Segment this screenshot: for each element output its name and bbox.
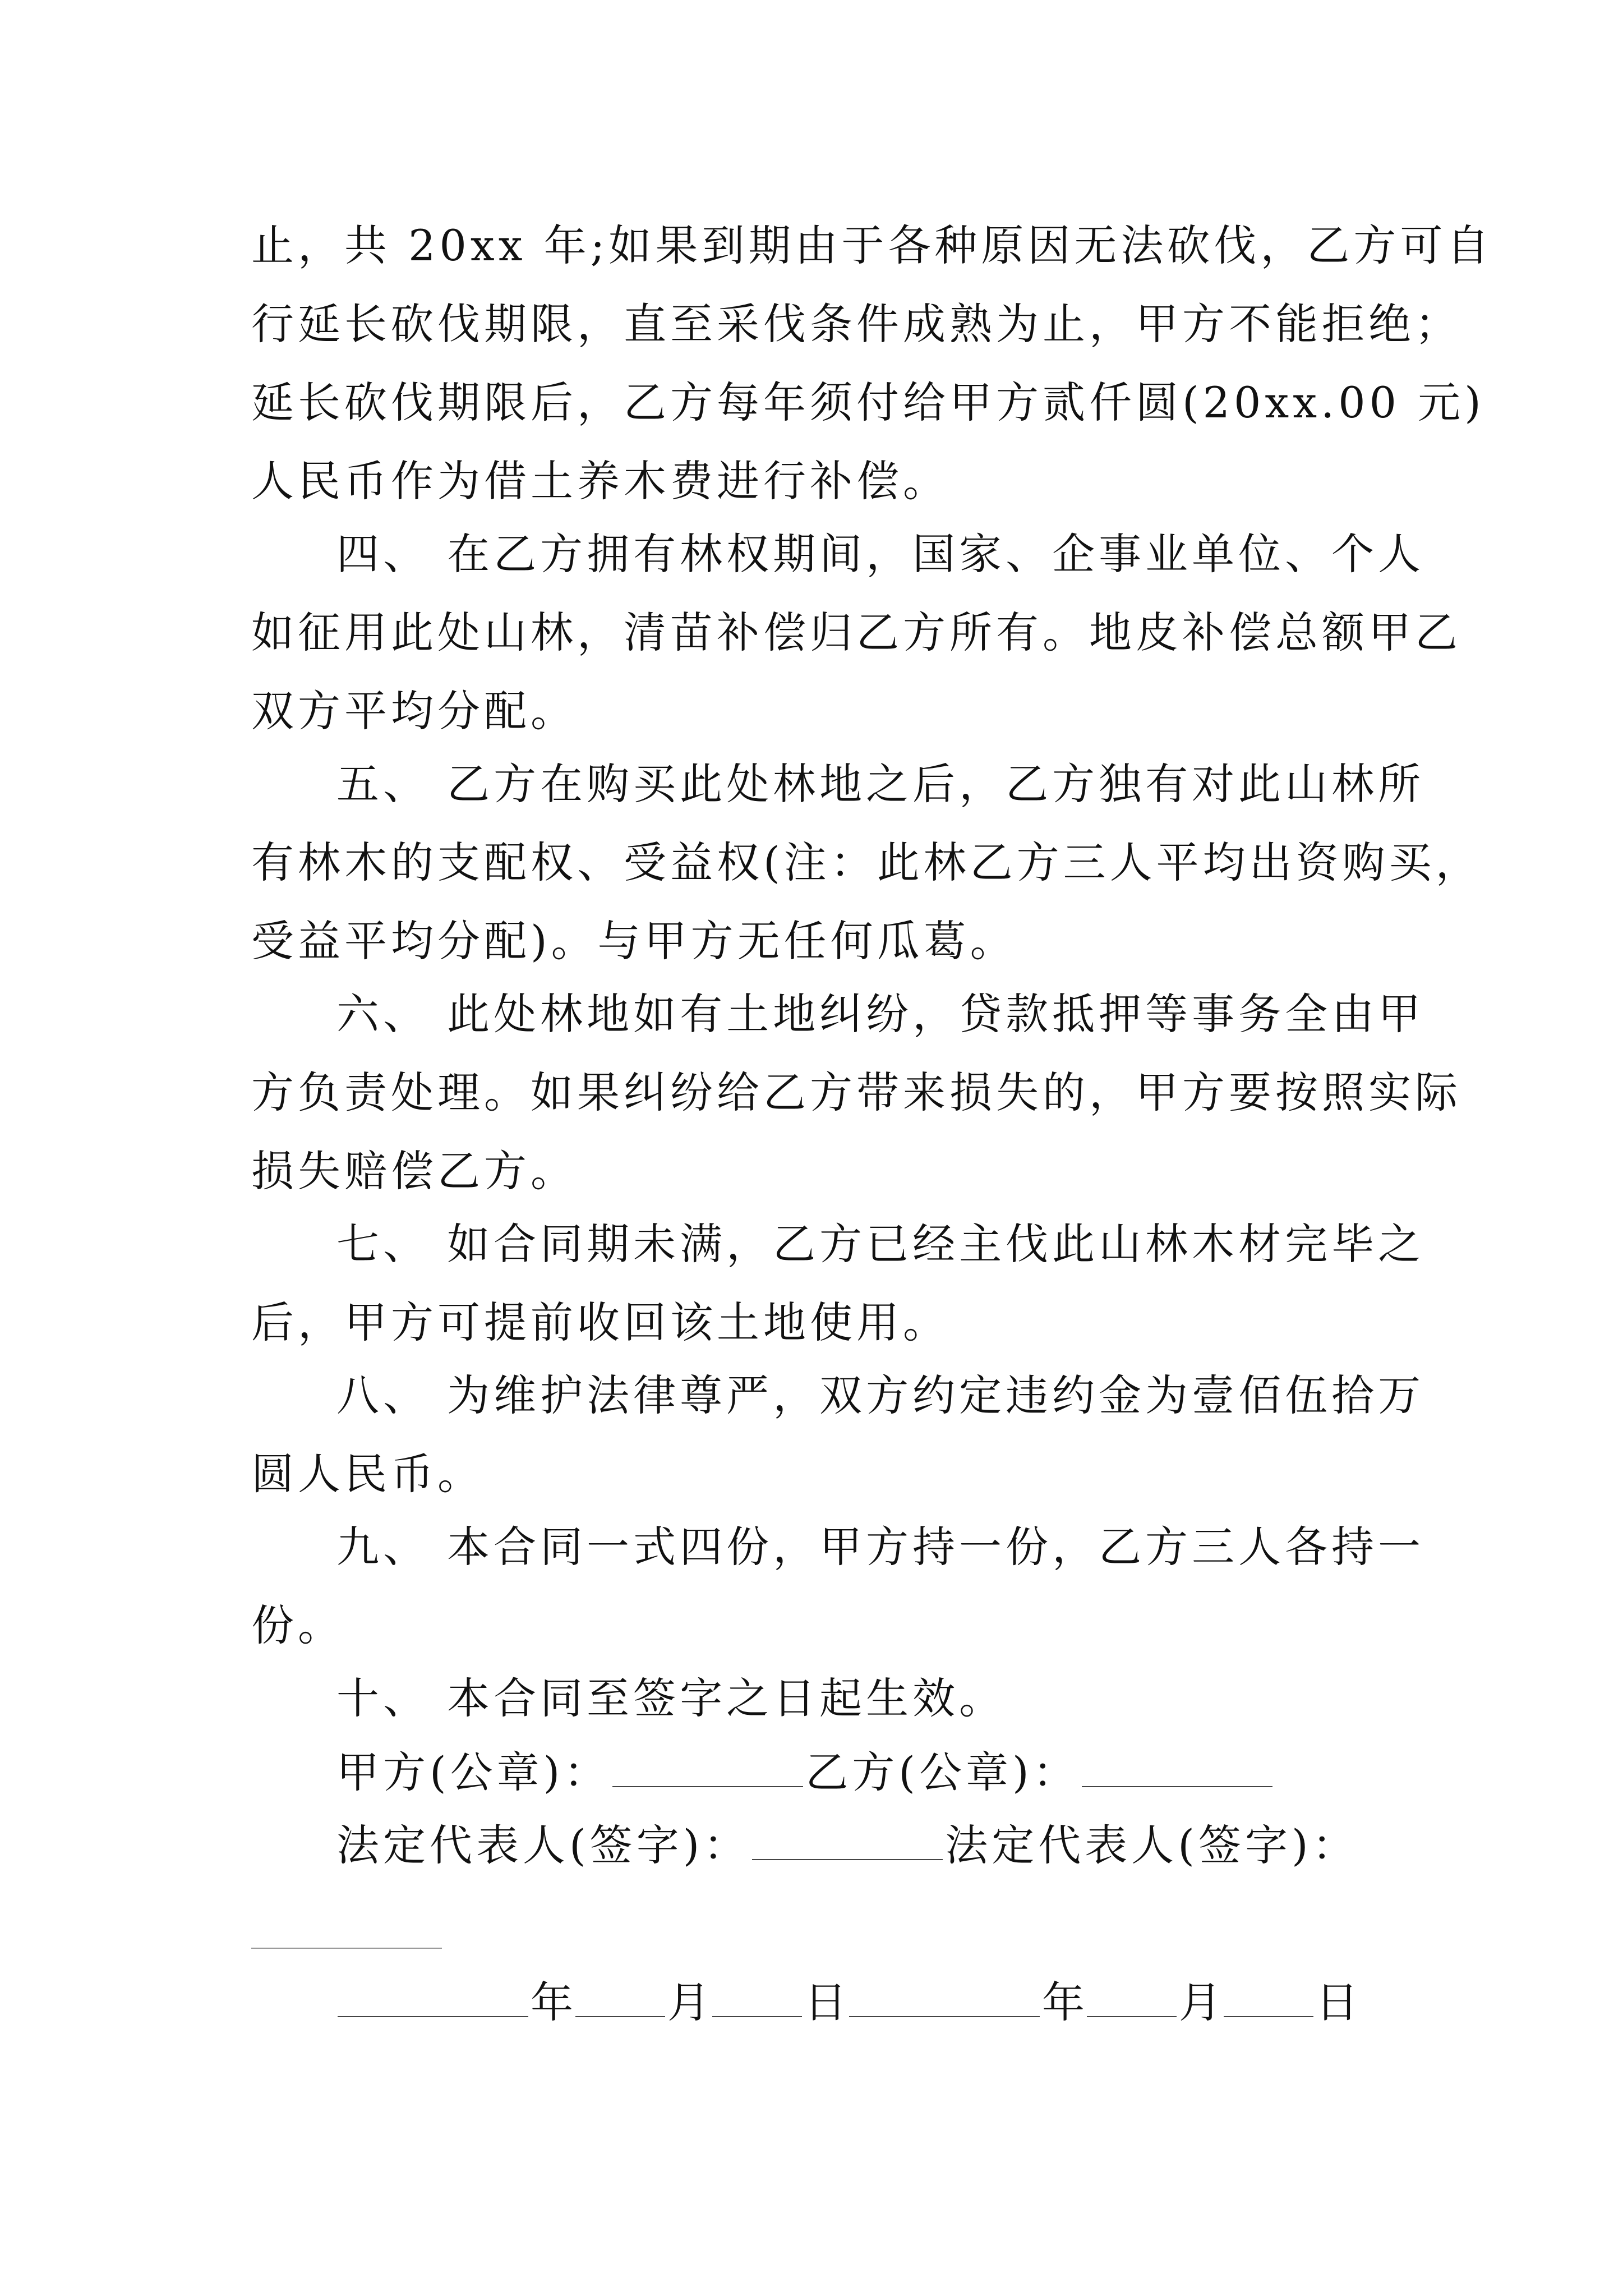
month-label: 月 — [1179, 1977, 1221, 2027]
clause-six-line: 损失赔偿乙方。 — [251, 1146, 577, 1196]
clause-nine-line: 九、 本合同一式四份，甲方持一份，乙方三人各持一 — [336, 1522, 1425, 1572]
year-label: 年 — [531, 1977, 573, 2027]
party-b-seal-blank[interactable] — [1082, 1786, 1272, 1787]
party-a-month-blank[interactable] — [575, 2016, 665, 2017]
rep-a-blank[interactable] — [752, 1858, 943, 1860]
clause-seven-line: 七、 如合同期未满，乙方已经主伐此山林木材完毕之 — [336, 1219, 1425, 1269]
clause-four-line: 四、 在乙方拥有林权期间，国家、企事业单位、个人 — [336, 529, 1425, 579]
party-b-seal-label: 乙方(公章)： — [805, 1747, 1080, 1797]
month-label: 月 — [667, 1977, 710, 2027]
party-b-day-blank[interactable] — [1224, 2016, 1313, 2017]
party-a-seal-blank[interactable] — [612, 1786, 803, 1787]
clause-eight-line: 圆人民币。 — [251, 1449, 484, 1499]
day-label: 日 — [804, 1977, 847, 2027]
party-a-year-blank[interactable] — [338, 2016, 528, 2017]
clause-five-line: 五、 乙方在购买此处林地之后，乙方独有对此山林所 — [336, 759, 1425, 809]
signature-reps-row — [336, 1818, 1359, 1874]
party-b-year-blank[interactable] — [849, 2016, 1040, 2017]
party-a-seal-label: 甲方(公章)： — [336, 1747, 611, 1797]
paragraph-line: 止，共 20xx 年;如果到期由于各种原因无法砍伐，乙方可自 — [251, 220, 1493, 270]
day-label: 日 — [1316, 1977, 1358, 2027]
clause-ten-line: 十、 本合同至签字之日起生效。 — [336, 1673, 1006, 1723]
clause-eight-line: 八、 为维护法律尊严，双方约定违约金为壹佰伍拾万 — [336, 1370, 1425, 1420]
clause-seven-line: 后，甲方可提前收回该土地使用。 — [251, 1297, 949, 1347]
clause-six-line: 六、 此处林地如有土地纠纷，贷款抵押等事务全由甲 — [336, 989, 1425, 1039]
clause-six-line: 方负责处理。如果纠纷给乙方带来损失的，甲方要按照实际 — [251, 1068, 1461, 1117]
clause-five-line: 有林木的支配权、受益权(注：此林乙方三人平均出资购买， — [251, 838, 1482, 887]
paragraph-line: 人民币作为借土养木费进行补偿。 — [251, 456, 949, 506]
party-b-month-blank[interactable] — [1087, 2016, 1177, 2017]
signature-date-row — [335, 1975, 1358, 2031]
signature-seals-row — [336, 1745, 1275, 1801]
rep-b-label: 法定代表人(签字)： — [945, 1820, 1359, 1870]
clause-four-line: 双方平均分配。 — [251, 686, 577, 736]
party-a-day-blank[interactable] — [712, 2016, 802, 2017]
rep-a-label: 法定代表人(签字)： — [336, 1820, 750, 1870]
rep-b-blank[interactable] — [251, 1948, 442, 1949]
clause-five-line: 受益平均分配)。与甲方无任何瓜葛。 — [251, 916, 1017, 966]
clause-nine-line: 份。 — [251, 1600, 344, 1650]
year-label: 年 — [1042, 1977, 1085, 2027]
clause-four-line: 如征用此处山林，清苗补偿归乙方所有。地皮补偿总额甲乙 — [251, 608, 1461, 657]
paragraph-line: 行延长砍伐期限，直至采伐条件成熟为止，甲方不能拒绝； — [251, 299, 1461, 349]
paragraph-line: 延长砍伐期限后，乙方每年须付给甲方贰仟圆(20xx.00 元) — [251, 378, 1485, 427]
